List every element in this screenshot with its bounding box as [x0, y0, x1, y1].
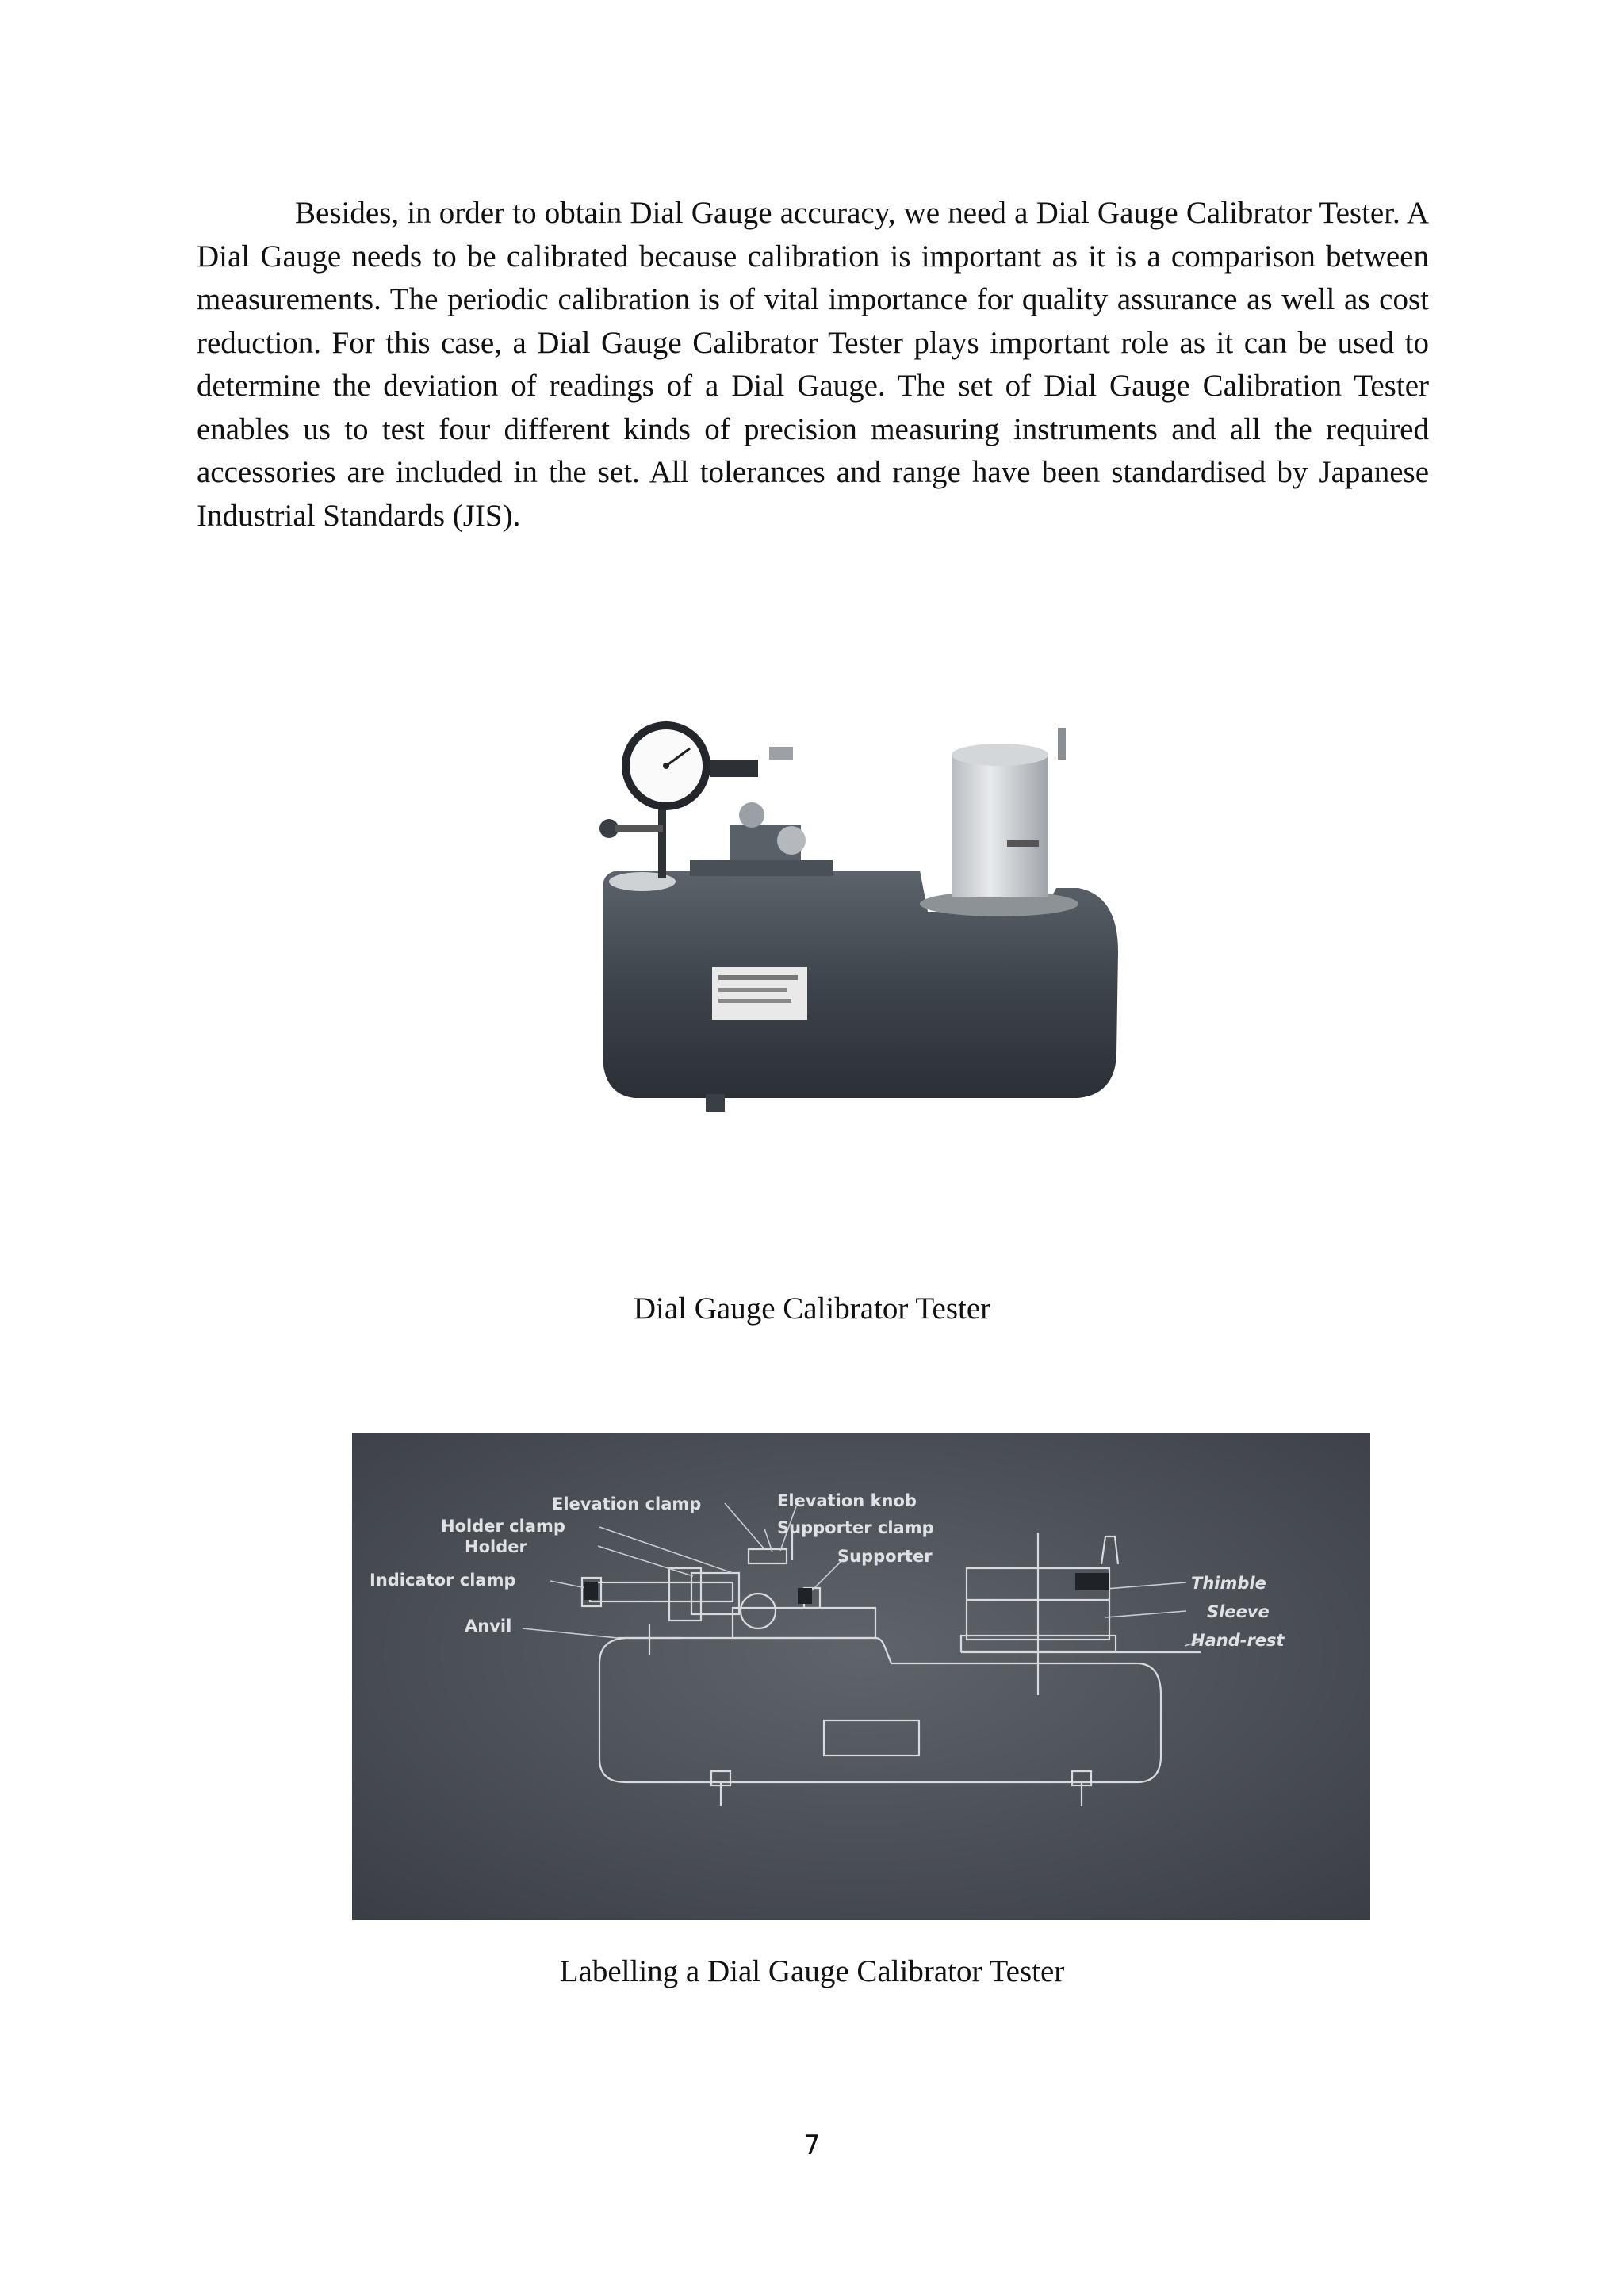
label-supporter-clamp: Supporter clamp	[777, 1518, 934, 1537]
page-number: 7	[803, 2130, 821, 2161]
label-elevation-clamp: Elevation clamp	[552, 1494, 702, 1513]
label-holder-clamp: Holder clamp	[441, 1517, 565, 1536]
label-elevation-knob: Elevation knob	[777, 1491, 917, 1510]
label-hand-rest: Hand-rest	[1191, 1631, 1285, 1650]
label-thimble: Thimble	[1191, 1574, 1266, 1593]
label-indicator-clamp: Indicator clamp	[370, 1571, 516, 1590]
body-paragraph: Besides, in order to obtain Dial Gauge accuracy, we need a Dial Gauge Calibrator Tester. A Dial Gauge needs to be calibrated because calibration is important as it is a comparison between measurements. The periodic calibration is of vital importance for quality assurance as well as cost reduction. For this case, a Dial Gauge Calibrator Tester plays important role as it can be used to determine the deviation of readings of a Dial Gauge. The set of Dial Gauge Calibration Tester enables us to test four different kinds of precision measuring instruments and all the required accessories are included in the set. All tolerances and range have been standardised by Japanese Industrial Standards (JIS).	[197, 196, 1429, 533]
label-supporter: Supporter	[837, 1547, 933, 1566]
calibrator-tester-photo	[571, 698, 1126, 1126]
figure1-caption: Dial Gauge Calibrator Tester	[633, 1292, 991, 1326]
figure2-caption: Labelling a Dial Gauge Calibrator Tester	[559, 1954, 1065, 1988]
micrometer-drum	[952, 755, 1048, 897]
labelled-diagram	[352, 1433, 1370, 1920]
label-anvil: Anvil	[465, 1617, 512, 1636]
label-holder: Holder	[465, 1537, 527, 1556]
label-sleeve: Sleeve	[1207, 1602, 1270, 1621]
label-plate	[712, 967, 807, 1020]
